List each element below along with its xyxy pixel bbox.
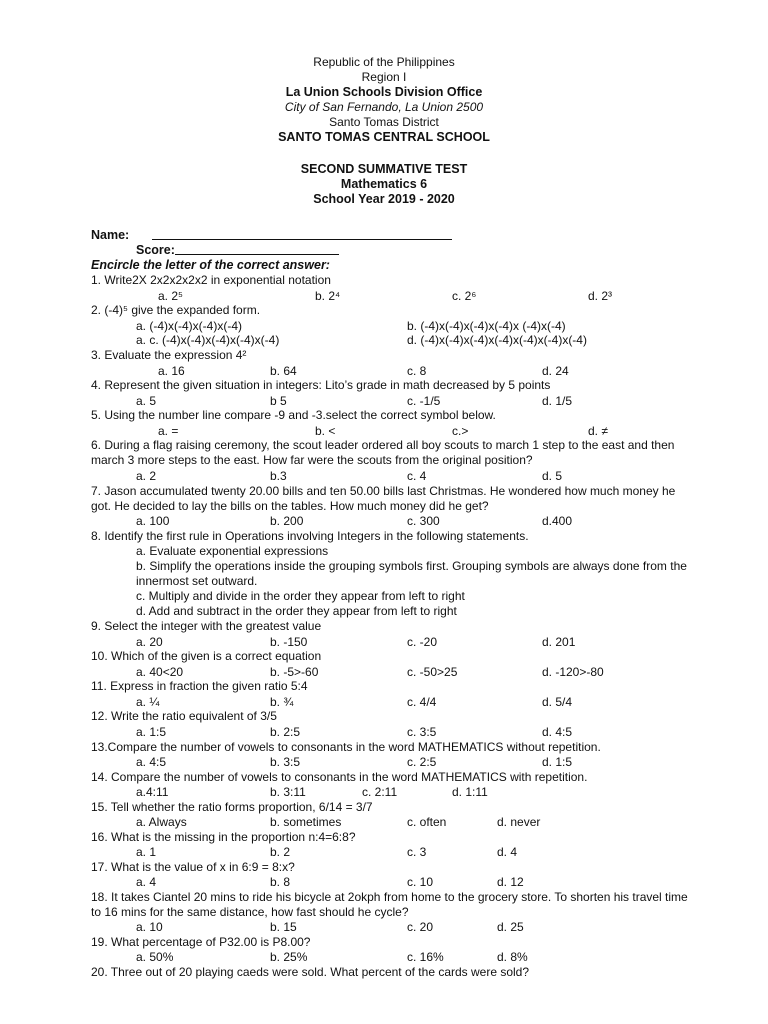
question-text: 20. Three out of 20 playing caeds were sold. What percent of the cards were sold? (91, 965, 530, 979)
choice-d[interactable]: d. 4:5 (542, 725, 573, 739)
choice-b[interactable]: b. 15 (270, 920, 297, 934)
question-text: 3. Evaluate the expression 4² (91, 348, 247, 362)
choice-b[interactable]: b. -150 (270, 635, 308, 649)
choice-c[interactable]: c.> (452, 424, 469, 438)
choice-a[interactable]: a. 10 (136, 920, 163, 934)
choice-b[interactable]: b. 2 (270, 845, 291, 859)
choice-b[interactable]: b. 2⁴ (315, 289, 341, 303)
choice-c[interactable]: c. 16% (407, 950, 444, 964)
choice-d[interactable]: d. 1:5 (542, 755, 573, 769)
choice-d[interactable]: d. (-4)x(-4)x(-4)x(-4)x(-4)x(-4)x(-4) (407, 333, 587, 347)
choice-c[interactable]: c. 20 (407, 920, 434, 934)
choice-a[interactable]: a. 1:5 (136, 725, 167, 739)
choice-d[interactable]: d. never (497, 815, 541, 829)
republic-line: Republic of the Philippines (313, 55, 455, 69)
question-text: 13.Compare the number of vowels to consonants in the word MATHEMATICS without repetition. (91, 740, 601, 754)
question-text: 18. It takes Ciantel 20 mins to ride his bicycle at 2okph from home to the grocery store. To shorten his travel time (91, 890, 688, 904)
choice-a[interactable]: a. (-4)x(-4)x(-4)x(-4) (136, 319, 242, 333)
choice-b[interactable]: b. ¾ (270, 695, 294, 709)
choice-d[interactable]: d. 1/5 (542, 394, 573, 408)
choice-a[interactable]: a. 50% (136, 950, 174, 964)
choice-b[interactable]: b. < (315, 424, 336, 438)
choice-d[interactable]: d. 5/4 (542, 695, 573, 709)
question-text: 4. Represent the given situation in integers: Lito’s grade in math decreased by 5 points (91, 378, 551, 392)
choice-c[interactable]: c. -1/5 (407, 394, 441, 408)
choice-a[interactable]: a.4:11 (136, 785, 169, 799)
option-b[interactable]: b. Simplify the operations inside the grouping symbols first. Grouping symbols are always done from the (136, 559, 687, 573)
choice-c[interactable]: c. 3 (407, 845, 427, 859)
choice-c[interactable]: c. 8 (407, 364, 427, 378)
city-line: City of San Fernando, La Union 2500 (284, 100, 484, 114)
choice-d[interactable]: d. 24 (542, 364, 569, 378)
test-subject: Mathematics 6 (340, 177, 428, 191)
choice-d[interactable]: d. 25 (497, 920, 524, 934)
question-text: 6. During a flag raising ceremony, the scout leader ordered all boy scouts to march 1 step to the east and then (91, 438, 675, 452)
choice-b[interactable]: b. 64 (270, 364, 297, 378)
question-text: 11. Express in fraction the given ratio 5:4 (91, 679, 308, 693)
choice-d[interactable]: d. 8% (497, 950, 528, 964)
choice-a[interactable]: a. 1 (136, 845, 157, 859)
question-text: 12. Write the ratio equivalent of 3/5 (91, 709, 277, 723)
division-line: La Union Schools Division Office (285, 85, 483, 99)
choice-a[interactable]: a. 40<20 (136, 665, 184, 679)
choice-d[interactable]: d. ≠ (588, 424, 608, 438)
choice-c[interactable]: c. -20 (407, 635, 438, 649)
question-text: 17. What is the value of x in 6:9 = 8:x? (91, 860, 295, 874)
choice-d[interactable]: d. 12 (497, 875, 524, 889)
question-text: 19. What percentage of P32.00 is P8.00? (91, 935, 311, 949)
option-c[interactable]: c. Multiply and divide in the order they appear from left to right (136, 589, 465, 603)
choice-d[interactable]: d. 5 (542, 469, 563, 483)
choice-d[interactable]: d. 1:11 (452, 785, 488, 799)
choice-c[interactable]: c. 2:5 (407, 755, 437, 769)
school-name: SANTO TOMAS CENTRAL SCHOOL (278, 130, 490, 144)
choice-d[interactable]: d. -120>-80 (542, 665, 604, 679)
choice-b[interactable]: b. 8 (270, 875, 291, 889)
name-label: Name: (91, 228, 130, 242)
question-text: 7. Jason accumulated twenty 20.00 bills and ten 50.00 bills last Christmas. He wondered how much money he (91, 484, 676, 498)
choice-a[interactable]: a. 4 (136, 875, 157, 889)
question-text: 2. (-4)⁵ give the expanded form. (91, 303, 261, 317)
option-b-cont: innermost set outward. (136, 574, 258, 588)
choice-c[interactable]: c. often (407, 815, 447, 829)
choice-a[interactable]: a. 5 (136, 394, 157, 408)
choice-a[interactable]: a. 4:5 (136, 755, 167, 769)
option-a[interactable]: a. Evaluate exponential expressions (136, 544, 329, 558)
choice-a[interactable]: a. Always (136, 815, 187, 829)
region-line: Region I (361, 70, 407, 84)
choice-c[interactable]: c. 4 (407, 469, 427, 483)
score-label: Score: (136, 243, 175, 257)
question-text: 5. Using the number line compare -9 and -3.select the correct symbol below. (91, 408, 496, 422)
question-text: 14. Compare the number of vowels to consonants in the word MATHEMATICS with repetition. (91, 770, 588, 784)
question-text: 10. Which of the given is a correct equation (91, 649, 322, 663)
choice-c[interactable]: c. 300 (407, 514, 440, 528)
choice-a[interactable]: a. 16 (158, 364, 185, 378)
choice-b[interactable]: b. -5>-60 (270, 665, 319, 679)
instruction: Encircle the letter of the correct answer: (91, 258, 330, 272)
choice-a[interactable]: a. 100 (136, 514, 170, 528)
question-text: 8. Identify the first rule in Operations involving Integers in the following statements. (91, 529, 529, 543)
question-text-cont: march 3 more steps to the east. How far were the scouts from the original position? (91, 453, 533, 467)
question-text: 1. Write2X 2x2x2x2x2 in exponential notation (91, 273, 331, 287)
choice-d[interactable]: d.400 (542, 514, 573, 528)
choice-c[interactable]: c. -50>25 (407, 665, 458, 679)
choice-b[interactable]: b. 3:5 (270, 755, 301, 769)
question-text-cont: to 16 mins for the same distance, how fast should he cycle? (91, 905, 409, 919)
choice-d[interactable]: d. 2³ (588, 289, 613, 303)
choice-b[interactable]: b. 3:11 (270, 785, 306, 799)
choice-a[interactable]: a. 2 (136, 469, 157, 483)
name-field[interactable] (152, 239, 452, 240)
question-text: 15. Tell whether the ratio forms proportion, 6/14 = 3/7 (91, 800, 373, 814)
choice-a[interactable]: a. 20 (136, 635, 163, 649)
question-text-cont: got. He decided to lay the bills on the tables. How much money did he get? (91, 499, 489, 513)
choice-d[interactable]: d. 201 (542, 635, 576, 649)
choice-c[interactable]: c. 2⁶ (452, 289, 477, 303)
choice-c[interactable]: c. 2:11 (362, 785, 398, 799)
question-text: 16. What is the missing in the proportion n:4=6:8? (91, 830, 356, 844)
choice-c[interactable]: a. c. (-4)x(-4)x(-4)x(-4)x(-4) (136, 333, 280, 347)
choice-c[interactable]: c. 4/4 (407, 695, 437, 709)
choice-b[interactable]: b. sometimes (270, 815, 342, 829)
choice-b[interactable]: b. (-4)x(-4)x(-4)x(-4)x (-4)x(-4) (407, 319, 566, 333)
choice-b[interactable]: b. 200 (270, 514, 304, 528)
choice-b[interactable]: b.3 (270, 469, 287, 483)
question-text: 9. Select the integer with the greatest value (91, 619, 322, 633)
choice-b[interactable]: b. 25% (270, 950, 308, 964)
choice-c[interactable]: c. 10 (407, 875, 434, 889)
choice-a[interactable]: a. 2⁵ (158, 289, 183, 303)
choice-c[interactable]: c. 3:5 (407, 725, 437, 739)
choice-a[interactable]: a. = (158, 424, 179, 438)
option-d[interactable]: d. Add and subtract in the order they appear from left to right (136, 604, 457, 618)
choice-a[interactable]: a. ¼ (136, 695, 160, 709)
choice-b[interactable]: b. 2:5 (270, 725, 301, 739)
test-title: SECOND SUMMATIVE TEST (300, 162, 468, 176)
district-line: Santo Tomas District (329, 115, 439, 129)
score-field[interactable] (175, 254, 339, 255)
school-year: School Year 2019 - 2020 (313, 192, 455, 206)
choice-d[interactable]: d. 4 (497, 845, 518, 859)
choice-b[interactable]: b 5 (270, 394, 287, 408)
